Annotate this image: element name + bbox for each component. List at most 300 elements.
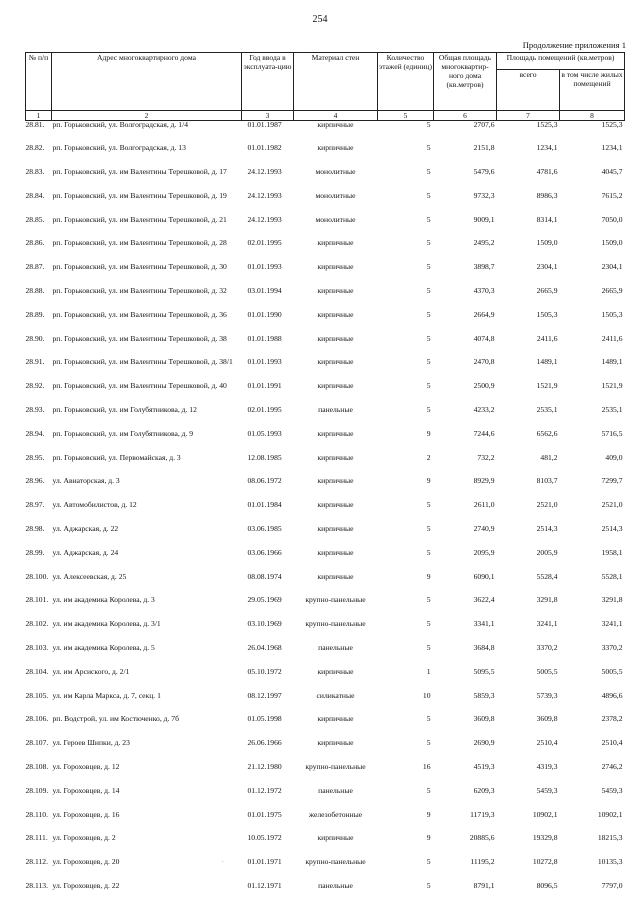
floors-cell: 5 xyxy=(426,785,431,795)
rooms-area-cell: 5739,3 xyxy=(536,690,558,700)
wall-material-cell: кирпичные xyxy=(317,738,354,748)
living-area-cell: 1521,9 xyxy=(601,381,623,391)
wall-material-cell: панельные xyxy=(318,881,353,890)
row-number: 28.106. xyxy=(25,714,49,724)
wall-material-cell: кирпичные xyxy=(317,333,354,343)
header-rooms-living: в том числе жилых помещений xyxy=(560,70,625,111)
row-number: 28.94. xyxy=(25,428,45,438)
address-cell: ул. Гороховцев, д. 2 xyxy=(52,833,116,843)
table-row xyxy=(26,739,625,763)
living-area-cell: 1505,3 xyxy=(601,309,623,319)
row-number: 28.99. xyxy=(25,547,45,557)
rooms-area-cell: 2304,1 xyxy=(536,262,558,272)
row-number: 28.95. xyxy=(25,452,45,462)
wall-material-cell: кирпичные xyxy=(317,476,354,486)
commission-date-cell: 12.08.1985 xyxy=(247,452,282,462)
commission-date-cell: 02.01.1995 xyxy=(247,405,282,415)
column-number: 5 xyxy=(378,111,434,121)
floors-cell: 9 xyxy=(426,476,431,486)
living-area-cell: 1525,3 xyxy=(601,120,623,129)
rooms-area-cell: 3370,2 xyxy=(536,643,558,653)
row-number: 28.111. xyxy=(25,833,48,843)
floors-cell: 5 xyxy=(426,524,431,534)
floors-cell: 5 xyxy=(426,738,431,748)
address-cell: ул. им академика Королева, д. 3 xyxy=(52,595,155,605)
floors-cell: 5 xyxy=(426,547,431,557)
table-row xyxy=(26,382,625,406)
row-number: 28.102. xyxy=(25,619,49,629)
total-area-cell: 2470,8 xyxy=(473,357,495,367)
rooms-area-cell: 19329,8 xyxy=(532,833,558,843)
floors-cell: 5 xyxy=(426,405,431,415)
living-area-cell: 7050,0 xyxy=(601,214,623,224)
living-area-cell: 7797,0 xyxy=(601,881,623,890)
commission-date-cell: 01.01.1971 xyxy=(247,857,282,867)
total-area-cell: 2611,0 xyxy=(473,500,495,510)
floors-cell: 10 xyxy=(422,690,431,700)
living-area-cell: 1509,0 xyxy=(601,238,623,248)
wall-material-cell: кирпичные xyxy=(317,500,354,510)
total-area-cell: 5479,6 xyxy=(473,167,495,177)
column-number: 3 xyxy=(242,111,294,121)
table-row xyxy=(26,406,625,430)
address-cell: ул. Гороховцев, д. 22 xyxy=(52,881,120,890)
row-number: 28.84. xyxy=(25,190,45,200)
address-cell: ул. Героев Шипки, д. 23 xyxy=(52,738,130,748)
wall-material-cell: крупно-панельные xyxy=(305,857,366,867)
commission-date-cell: 08.08.1974 xyxy=(247,571,282,581)
row-number: 28.81. xyxy=(25,120,45,129)
table-row xyxy=(26,882,625,906)
address-cell: ул. Гороховцев, д. 16 xyxy=(52,809,120,819)
floors-cell: 5 xyxy=(426,500,431,510)
commission-date-cell: 05.10.1972 xyxy=(247,666,282,676)
rooms-area-cell: 1489,1 xyxy=(536,357,558,367)
living-area-cell: 10135,3 xyxy=(597,857,623,867)
table-row xyxy=(26,549,625,573)
rooms-area-cell: 8096,5 xyxy=(536,881,558,890)
row-number: 28.104. xyxy=(25,666,49,676)
header-material: Материал стен xyxy=(294,53,378,111)
rooms-area-cell: 2510,4 xyxy=(536,738,558,748)
total-area-cell: 11195,2 xyxy=(470,857,495,867)
total-area-cell: 4370,3 xyxy=(473,286,495,296)
total-area-cell: 4233,2 xyxy=(473,405,495,415)
rooms-area-cell: 4781,6 xyxy=(536,167,558,177)
table-row xyxy=(26,144,625,168)
address-cell: ул. Аджарская, д. 22 xyxy=(52,524,119,534)
table-row xyxy=(26,834,625,858)
rooms-area-cell: 8314,1 xyxy=(536,214,558,224)
row-number: 28.82. xyxy=(25,143,45,153)
total-area-cell: 732,2 xyxy=(477,452,495,462)
total-area-cell: 9009,1 xyxy=(473,214,495,224)
rooms-area-cell: 2535,1 xyxy=(536,405,558,415)
living-area-cell: 4896,6 xyxy=(601,690,623,700)
rooms-area-cell: 481,2 xyxy=(540,452,558,462)
commission-date-cell: 24.12.1993 xyxy=(247,167,282,177)
table-row xyxy=(26,573,625,597)
table-row xyxy=(26,239,625,263)
table-row xyxy=(26,787,625,811)
column-number: 6 xyxy=(434,111,497,121)
commission-date-cell: 01.05.1998 xyxy=(247,714,282,724)
address-cell: рп. Горьковский, ул. им Валентины Терешковой, д. 38 xyxy=(52,333,227,343)
wall-material-cell: кирпичные xyxy=(317,833,354,843)
total-area-cell: 2707,6 xyxy=(473,120,495,129)
row-number: 28.93. xyxy=(25,405,45,415)
living-area-cell: 7615,2 xyxy=(601,190,623,200)
wall-material-cell: кирпичные xyxy=(317,286,354,296)
floors-cell: 5 xyxy=(426,714,431,724)
wall-material-cell: железобетонные xyxy=(308,809,363,819)
living-area-cell: 2510,4 xyxy=(601,738,623,748)
row-number: 28.105. xyxy=(25,690,49,700)
address-cell: ул. Гороховцев, д. 20 xyxy=(52,857,120,867)
living-area-cell: 2411,6 xyxy=(601,333,623,343)
floors-cell: 5 xyxy=(426,214,431,224)
living-area-cell: 5528,1 xyxy=(601,571,623,581)
wall-material-cell: силикатные xyxy=(316,690,355,700)
column-number: 8 xyxy=(560,111,625,121)
rooms-area-cell: 10902,1 xyxy=(532,809,558,819)
wall-material-cell: кирпичные xyxy=(317,452,354,462)
row-number: 28.110. xyxy=(25,809,48,819)
living-area-cell: 5005,5 xyxy=(601,666,623,676)
floors-cell: 5 xyxy=(426,238,431,248)
table-row xyxy=(26,216,625,240)
address-cell: ул. Гороховцев, д. 14 xyxy=(52,785,120,795)
floors-cell: 9 xyxy=(426,833,431,843)
rooms-area-cell: 1509,0 xyxy=(536,238,558,248)
table-row xyxy=(26,192,625,216)
living-area-cell: 1234,1 xyxy=(601,143,623,153)
wall-material-cell: монолитные xyxy=(315,167,356,177)
table-row xyxy=(26,620,625,644)
row-number: 28.100. xyxy=(25,571,49,581)
table-row xyxy=(26,763,625,787)
total-area-cell: 4074,8 xyxy=(473,333,495,343)
wall-material-cell: монолитные xyxy=(315,214,356,224)
total-area-cell: 2690,9 xyxy=(473,738,495,748)
total-area-cell: 3898,7 xyxy=(473,262,495,272)
address-cell: рп. Горьковский, ул. им Валентины Терешковой, д. 21 xyxy=(52,214,227,224)
commission-date-cell: 01.05.1993 xyxy=(247,428,282,438)
total-area-cell: 2500,9 xyxy=(473,381,495,391)
rooms-area-cell: 5528,4 xyxy=(536,571,558,581)
commission-date-cell: 01.12.1971 xyxy=(247,881,282,890)
floors-cell: 5 xyxy=(426,143,431,153)
commission-date-cell: 24.12.1993 xyxy=(247,190,282,200)
commission-date-cell: 03.06.1966 xyxy=(247,547,282,557)
column-number: 2 xyxy=(52,111,242,121)
floors-cell: 5 xyxy=(426,595,431,605)
floors-cell: 5 xyxy=(426,619,431,629)
rooms-area-cell: 1234,1 xyxy=(536,143,558,153)
continuation-label: Продолжение приложения 1 xyxy=(522,40,626,50)
wall-material-cell: кирпичные xyxy=(317,238,354,248)
wall-material-cell: кирпичные xyxy=(317,120,354,129)
total-area-cell: 2664,9 xyxy=(473,309,495,319)
commission-date-cell: 01.01.1991 xyxy=(247,381,282,391)
living-area-cell: 1958,1 xyxy=(601,547,623,557)
floors-cell: 5 xyxy=(426,262,431,272)
floors-cell: 5 xyxy=(426,309,431,319)
address-cell: ул. им академика Королева, д. 5 xyxy=(52,643,155,653)
table-row xyxy=(26,668,625,692)
wall-material-cell: панельные xyxy=(318,643,353,653)
wall-material-cell: крупно-панельные xyxy=(305,762,366,772)
total-area-cell: 8929,9 xyxy=(473,476,495,486)
table-row xyxy=(26,335,625,359)
living-area-cell: 2535,1 xyxy=(601,405,623,415)
rooms-area-cell: 2514,3 xyxy=(536,524,558,534)
floors-cell: 5 xyxy=(426,381,431,391)
address-cell: ул. Алексеевская, д. 25 xyxy=(52,571,127,581)
column-number-row xyxy=(26,111,625,121)
floors-cell: 1 xyxy=(426,666,431,676)
table-row xyxy=(26,263,625,287)
commission-date-cell: 10.05.1972 xyxy=(247,833,282,843)
address-cell: рп. Горьковский, ул. им Валентины Терешковой, д. 38/1 xyxy=(52,357,233,367)
commission-date-cell: 24.12.1993 xyxy=(247,214,282,224)
floors-cell: 5 xyxy=(426,167,431,177)
rooms-area-cell: 4319,3 xyxy=(536,762,558,772)
rooms-area-cell: 8103,7 xyxy=(536,476,558,486)
living-area-cell: 409,0 xyxy=(605,452,623,462)
commission-date-cell: 01.01.1993 xyxy=(247,262,282,272)
floors-cell: 16 xyxy=(422,762,431,772)
commission-date-cell: 08.12.1997 xyxy=(247,690,282,700)
table-row xyxy=(26,358,625,382)
address-cell: рп. Горьковский, ул. Волгоградская, д. 13 xyxy=(52,143,186,153)
commission-date-cell: 03.01.1994 xyxy=(247,286,282,296)
wall-material-cell: кирпичные xyxy=(317,547,354,557)
address-cell: рп. Горьковский, ул. Волгоградская, д. 1/4 xyxy=(52,120,188,129)
header-address: Адрес многоквартирного дома xyxy=(52,53,242,111)
floors-cell: 5 xyxy=(426,120,431,129)
commission-date-cell: 02.01.1995 xyxy=(247,238,282,248)
address-cell: ул. Аджарская, д. 24 xyxy=(52,547,119,557)
living-area-cell: 2304,1 xyxy=(601,262,623,272)
table-row xyxy=(26,644,625,668)
commission-date-cell: 01.01.1987 xyxy=(247,120,282,129)
address-cell: рп. Горьковский, ул. им Голубятникова, д. 9 xyxy=(52,428,194,438)
living-area-cell: 3241,1 xyxy=(601,619,623,629)
total-area-cell: 2495,2 xyxy=(473,238,495,248)
table-row xyxy=(26,501,625,525)
row-number: 28.85. xyxy=(25,214,45,224)
total-area-cell: 6209,3 xyxy=(473,785,495,795)
commission-date-cell: 01.01.1993 xyxy=(247,357,282,367)
header-total-area: Общая площадь многоквартир-ного дома (кв.метров) xyxy=(434,53,497,111)
table-row xyxy=(26,168,625,192)
table-row xyxy=(26,121,625,145)
row-number: 28.86. xyxy=(25,238,45,248)
table-row xyxy=(26,715,625,739)
commission-date-cell: 01.01.1988 xyxy=(247,333,282,343)
total-area-cell: 2151,8 xyxy=(473,143,495,153)
table-row xyxy=(26,596,625,620)
rooms-area-cell: 5459,3 xyxy=(536,785,558,795)
floors-cell: 9 xyxy=(426,571,431,581)
rooms-area-cell: 6562,6 xyxy=(536,428,558,438)
commission-date-cell: 01.12.1972 xyxy=(247,785,282,795)
row-number: 28.101. xyxy=(25,595,49,605)
wall-material-cell: кирпичные xyxy=(317,666,354,676)
floors-cell: 5 xyxy=(426,857,431,867)
wall-material-cell: кирпичные xyxy=(317,524,354,534)
address-cell: рп. Горьковский, ул. им Валентины Терешковой, д. 17 xyxy=(52,167,227,177)
row-number: 28.89. xyxy=(25,309,45,319)
row-number: 28.92. xyxy=(25,381,45,391)
commission-date-cell: 26.04.1968 xyxy=(247,643,282,653)
row-number: 28.96. xyxy=(25,476,45,486)
address-cell: рп. Горьковский, ул. им Валентины Терешковой, д. 19 xyxy=(52,190,227,200)
living-area-cell: 2514,3 xyxy=(601,524,623,534)
row-number: 28.108. xyxy=(25,762,49,772)
address-cell: рп. Горьковский, ул. Первомайская, д. 3 xyxy=(52,452,181,462)
wall-material-cell: крупно-панельные xyxy=(305,619,366,629)
floors-cell: 5 xyxy=(426,333,431,343)
wall-material-cell: панельные xyxy=(318,785,353,795)
table-body xyxy=(26,121,625,906)
commission-date-cell: 21.12.1980 xyxy=(247,762,282,772)
floors-cell: 2 xyxy=(426,452,431,462)
wall-material-cell: кирпичные xyxy=(317,143,354,153)
address-cell: рп. Водстрой, ул. им Костюченко, д. 7б xyxy=(52,714,179,724)
commission-date-cell: 01.01.1975 xyxy=(247,809,282,819)
address-cell: ул. им Арсиского, д. 2/1 xyxy=(52,666,130,676)
row-number: 28.112. xyxy=(25,857,48,867)
address-cell: ул. Авиаторская, д. 3 xyxy=(52,476,120,486)
living-area-cell: 2521,0 xyxy=(601,500,623,510)
address-cell: рп. Горьковский, ул. им Голубятникова, д. 12 xyxy=(52,405,197,415)
wall-material-cell: кирпичные xyxy=(317,309,354,319)
apartment-buildings-table xyxy=(25,52,625,906)
address-cell: ул. им Карла Маркса, д. 7, секц. 1 xyxy=(52,690,161,700)
total-area-cell: 11719,3 xyxy=(470,809,495,819)
living-area-cell: 2746,2 xyxy=(601,762,623,772)
living-area-cell: 7299,7 xyxy=(601,476,623,486)
total-area-cell: 2095,9 xyxy=(473,547,495,557)
total-area-cell: 5859,3 xyxy=(473,690,495,700)
row-number: 28.109. xyxy=(25,785,49,795)
total-area-cell: 9732,3 xyxy=(473,190,495,200)
living-area-cell: 1489,1 xyxy=(601,357,623,367)
rooms-area-cell: 3609,8 xyxy=(536,714,558,724)
row-number: 28.98. xyxy=(25,524,45,534)
address-cell: рп. Горьковский, ул. им Валентины Терешковой, д. 40 xyxy=(52,381,227,391)
address-cell: рп. Горьковский, ул. им Валентины Терешковой, д. 36 xyxy=(52,309,227,319)
total-area-cell: 8791,1 xyxy=(473,881,495,890)
column-number: 1 xyxy=(26,111,52,121)
table-row xyxy=(26,477,625,501)
rooms-area-cell: 1505,3 xyxy=(536,309,558,319)
commission-date-cell: 01.01.1990 xyxy=(247,309,282,319)
table-row xyxy=(26,692,625,716)
total-area-cell: 7244,6 xyxy=(473,428,495,438)
rooms-area-cell: 2521,0 xyxy=(536,500,558,510)
address-cell: рп. Горьковский, ул. им Валентины Терешковой, д. 28 xyxy=(52,238,227,248)
living-area-cell: 2665,9 xyxy=(601,286,623,296)
row-number: 28.91. xyxy=(25,357,45,367)
table-row xyxy=(26,430,625,454)
rooms-area-cell: 1521,9 xyxy=(536,381,558,391)
living-area-cell: 5716,5 xyxy=(601,428,623,438)
row-number: 28.103. xyxy=(25,643,49,653)
rooms-area-cell: 8986,3 xyxy=(536,190,558,200)
page-number: 254 xyxy=(312,14,328,25)
total-area-cell: 6090,1 xyxy=(473,571,495,581)
living-area-cell: 18215,3 xyxy=(597,833,623,843)
table-row xyxy=(26,287,625,311)
table-row xyxy=(26,811,625,835)
wall-material-cell: крупно-панельные xyxy=(305,595,366,605)
floors-cell: 5 xyxy=(426,286,431,296)
living-area-cell: 3370,2 xyxy=(601,643,623,653)
commission-date-cell: 03.06.1985 xyxy=(247,524,282,534)
floors-cell: 5 xyxy=(426,190,431,200)
total-area-cell: 3609,8 xyxy=(473,714,495,724)
wall-material-cell: панельные xyxy=(318,405,353,415)
living-area-cell: 5459,3 xyxy=(601,785,623,795)
living-area-cell: 4045,7 xyxy=(601,167,623,177)
rooms-area-cell: 2411,6 xyxy=(536,333,558,343)
row-number: 28.113. xyxy=(25,881,48,890)
rooms-area-cell: 3241,1 xyxy=(536,619,558,629)
floors-cell: 5 xyxy=(426,881,431,890)
floors-cell: 5 xyxy=(426,643,431,653)
rooms-area-cell: 5005,5 xyxy=(536,666,558,676)
living-area-cell: 3291,8 xyxy=(601,595,623,605)
table-row xyxy=(26,311,625,335)
wall-material-cell: кирпичные xyxy=(317,714,354,724)
commission-date-cell: 08.06.1972 xyxy=(247,476,282,486)
header-year: Год ввода в эксплуата-цию xyxy=(242,53,294,111)
address-cell: ул. Автомобилистов, д. 12 xyxy=(52,500,137,510)
rooms-area-cell: 1525,3 xyxy=(536,120,558,129)
living-area-cell: 2378,2 xyxy=(601,714,623,724)
address-cell: ул. Гороховцев, д. 12 xyxy=(52,762,120,772)
rooms-area-cell: 3291,8 xyxy=(536,595,558,605)
table-row xyxy=(26,454,625,478)
header-rooms-all: всего xyxy=(497,70,560,111)
wall-material-cell: кирпичные xyxy=(317,381,354,391)
wall-material-cell: кирпичные xyxy=(317,262,354,272)
column-number: 7 xyxy=(497,111,560,121)
total-area-cell: 2740,9 xyxy=(473,524,495,534)
row-number: 28.83. xyxy=(25,167,45,177)
address-cell: ул. им академика Королева, д. 3/1 xyxy=(52,619,161,629)
wall-material-cell: кирпичные xyxy=(317,357,354,367)
rooms-area-cell: 10272,8 xyxy=(532,857,558,867)
header-number: № п/п xyxy=(26,53,52,111)
row-number: 28.87. xyxy=(25,262,45,272)
wall-material-cell: кирпичные xyxy=(317,428,354,438)
row-number: 28.107. xyxy=(25,738,49,748)
header-rooms-area: Площадь помещений (кв.метров) xyxy=(497,53,625,70)
floors-cell: 5 xyxy=(426,357,431,367)
total-area-cell: 4519,3 xyxy=(473,762,495,772)
total-area-cell: 20885,6 xyxy=(469,833,495,843)
commission-date-cell: 26.06.1966 xyxy=(247,738,282,748)
row-number: 28.88. xyxy=(25,286,45,296)
address-cell: рп. Горьковский, ул. им Валентины Терешковой, д. 32 xyxy=(52,286,227,296)
scan-dot: · xyxy=(222,860,224,865)
table-row xyxy=(26,525,625,549)
address-cell: рп. Горьковский, ул. им Валентины Терешковой, д. 30 xyxy=(52,262,227,272)
